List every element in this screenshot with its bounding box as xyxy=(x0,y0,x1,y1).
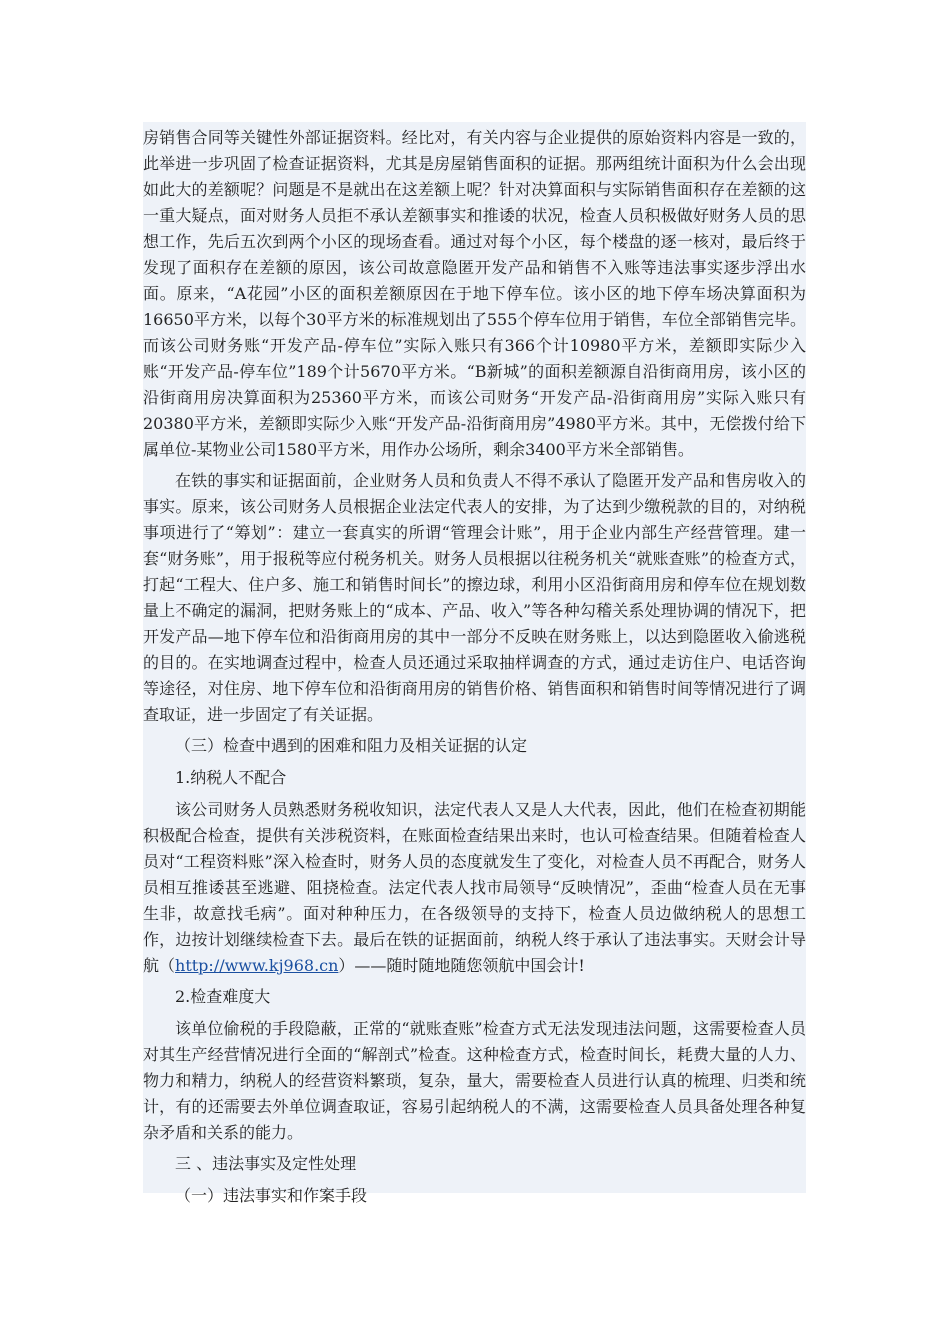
paragraph-admission-of-facts: 在铁的事实和证据面前，企业财务人员和负责人不得不承认了隐匿开发产品和售房收入的事实。原来，该公司财务人员根据企业法定代表人的安排，为了达到少缴税款的目的，对纳税事项进行了“筹划”：建立一套真实的所谓“管理会计账”，用于企业内部生产经营管理。建一套“财务账”，用于报税等应付税务机关。财务人员根据以往税务机关“就账查账”的检查方式，打起“工程大、住户多、施工和销售时间长”的擦边球，利用小区沿街商用房和停车位在规划数量上不确定的漏洞，把财务账上的“成本、产品、收入”等各种勾稽关系处理协调的情况下，把开发产品—地下停车位和沿街商用房的其中一部分不反映在财务账上，以达到隐匿收入偷逃税的目的。在实地调查过程中，检查人员还通过采取抽样调查的方式，通过走访住户、电话咨询等途径，对住房、地下停车位和沿街商用房的销售价格、销售面积和销售时间等情况进行了调查取证，进一步固定了有关证据。 xyxy=(143,471,806,724)
subheading-violation-methods: （一）违法事实和作案手段 xyxy=(175,1186,368,1205)
subheading-inspection-difficulty: 2.检查难度大 xyxy=(175,987,271,1006)
section-heading-difficulties: （三）检查中遇到的困难和阻力及相关证据的认定 xyxy=(175,736,528,755)
paragraph-inspection-difficulty: 该单位偷税的手段隐蔽，正常的“就账查账”检查方式无法发现违法问题，这需要检查人员对其生产经营情况进行全面的“解剖式”检查。这种检查方式，检查时间长，耗费大量的人力、物力和精力，纳税人的经营资料繁琐，复杂，量大，需要检查人员进行认真的梳理、归类和统计，有的还需要去外单位调查取证，容易引起纳税人的不满，这需要检查人员具备处理各种复杂矛盾和关系的能力。 xyxy=(143,1019,806,1142)
document-body xyxy=(143,122,806,1205)
paragraph-sales-contract-evidence: 房销售合同等关键性外部证据资料。经比对，有关内容与企业提供的原始资料内容是一致的，此举进一步巩固了检查证据资料，尤其是房屋销售面积的证据。那两组统计面积为什么会出现如此大的差额呢？问题是不是就出在这差额上呢？针对决算面积与实际销售面积存在差额的这一重大疑点，面对财务人员拒不承认差额事实和推诿的状况，检查人员积极做好财务人员的思想工作，先后五次到两个小区的现场查看。通过对每个小区，每个楼盘的逐一核对，最后终于发现了面积存在差额的原因，该公司故意隐匿开发产品和销售不入账等违法事实逐步浮出水面。原来，“A花园”小区的面积差额原因在于地下停车位。该小区的地下停车场决算面积为16650平方米，以每个30平方米的标准规划出了555个停车位用于销售，车位全部销售完毕。而该公司财务账“开发产品-停车位”实际入账只有366个计10980平方米，差额即实际少入账“开发产品-停车位”189个计5670平方米。“B新城”的面积差额源自沿街商用房，该小区的沿街商用房决算面积为25360平方米，而该公司财务“开发产品-沿街商用房”实际入账只有20380平方米，差额即实际少入账“开发产品-沿街商用房”4980平方米。其中，无偿拨付给下属单位-某物业公司1580平方米，用作办公场所，剩余3400平方米全部销售。 xyxy=(143,128,806,459)
section-heading-violation-facts: 三 、违法事实及定性处理 xyxy=(175,1154,357,1173)
paragraph-taxpayer-uncooperative xyxy=(143,797,806,979)
website-link[interactable]: http://www.kj968.cn xyxy=(175,956,339,975)
subheading-taxpayer-uncooperative: 1.纳税人不配合 xyxy=(175,768,287,787)
paragraph-text-before-link: 该公司财务人员熟悉财务税收知识，法定代表人又是人大代表，因此，他们在检查初期能积极配合检查，提供有关涉税资料，在账面检查结果出来时，也认可检查结果。但随着检查人员对“工程资料账”深入检查时，财务人员的态度就发生了变化，对检查人员不再配合，财务人员相互推诿甚至逃避、阻挠检查。法定代表人找市局领导“反映情况”，歪曲“检查人员在无事生非，故意找毛病”。面对种种压力，在各级领导的支持下，检查人员边做纳税人的思想工作，边按计划继续检查下去。最后在铁的证据面前，纳税人终于承认了违法事实。天财会计导航（ xyxy=(143,800,806,975)
paragraph-text-after-link: ）——随时随地随您领航中国会计! xyxy=(338,956,585,975)
